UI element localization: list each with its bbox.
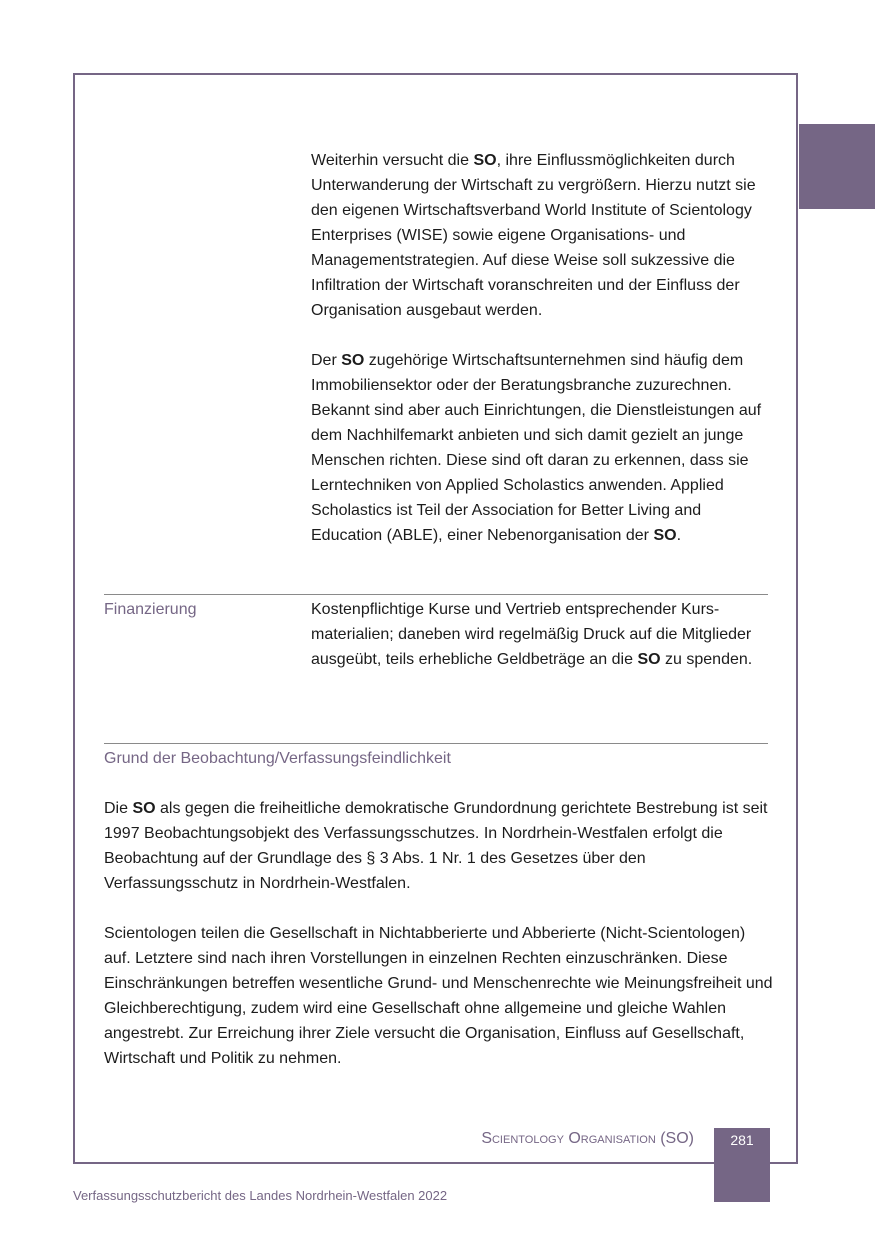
body-paragraph-2: Scientologen teilen die Gesellschaft in Nichtabberierte und Abberierte (Nicht-Scientologen) auf. Letztere sind nach ihren Vorstellungen in einzelnen Rechten einzuschränken. Diese Einschränkungen betreffen wesentliche Grund- und Menschenrechte wie Meinungsfreiheit und Gleichberechtigung, zudem wird eine Gesellschaft ohne allgemeine und gleiche Wahlen angestrebt. Zur Erreichung ihrer Ziele versucht die Organisation, Einfluss auf Gesellschaft, Wirtschaft und Politik zu nehmen.	[104, 925, 773, 1067]
chapter-title: Scientology Organisation (SO)	[481, 1130, 694, 1147]
chapter-side-tab	[799, 124, 875, 209]
finanzierung-label: Finanzierung	[104, 601, 197, 618]
section-heading: Grund der Beobachtung/Verfassungsfeindlichkeit	[104, 750, 451, 767]
finanzierung-text: Kostenpflichtige Kurse und Vertrieb entsprechender Kursmaterialien; daneben wird regelmäßig Druck auf die Mitglieder ausgeübt, teils erhebliche Geldbeträge an die SO zu spenden.	[311, 601, 753, 668]
page-number-box	[714, 1128, 770, 1202]
body-paragraph-1: Die SO als gegen die freiheitliche demokratische Grundordnung gerichtete Bestrebung ist seit 1997 Beobachtungsobjekt des Verfassungsschutzes. In Nordrhein-Westfalen erfolgt die Beobachtung auf der Grundlage des § 3 Abs. 1 Nr. 1 des Gesetzes über den Verfassungsschutz in Nordrhein-Westfalen.	[104, 800, 768, 892]
intro-paragraph-1: Weiterhin versucht die SO, ihre Einflussmöglichkeiten durch Unterwanderung der Wirtschaft zu vergrößern. Hierzu nutzt sie den eigenen Wirtschaftsverband World Institute of Scientology Enterprises (WISE) sowie eigene Organisations- und Managementstrategien. Auf diese Weise soll sukzessive die Infiltration der Wirtschaft voranschreiten und der Einfluss der Organisation ausgebaut werden.	[311, 152, 756, 319]
report-title-footer: Verfassungsschutzbericht des Landes Nordrhein-Westfalen 2022	[73, 1188, 448, 1203]
divider-rule	[104, 743, 768, 744]
intro-paragraph-2: Der SO zugehörige Wirtschaftsunternehmen sind häufig dem Immobiliensektor oder der Beratungsbranche zuzurechnen. Bekannt sind aber auch Einrichtungen, die Dienstleistungen auf dem Nachhilfemarkt anbieten und sich damit gezielt an junge Menschen richten. Diese sind oft daran zu erkennen, dass sie Lerntechniken von Applied Scholastics anwenden. Applied Scholastics ist Teil der Association for Better Living and Education (ABLE), einer Nebenorganisation der SO.	[311, 352, 762, 544]
page-number: 281	[730, 1132, 754, 1148]
divider-rule	[104, 594, 768, 595]
